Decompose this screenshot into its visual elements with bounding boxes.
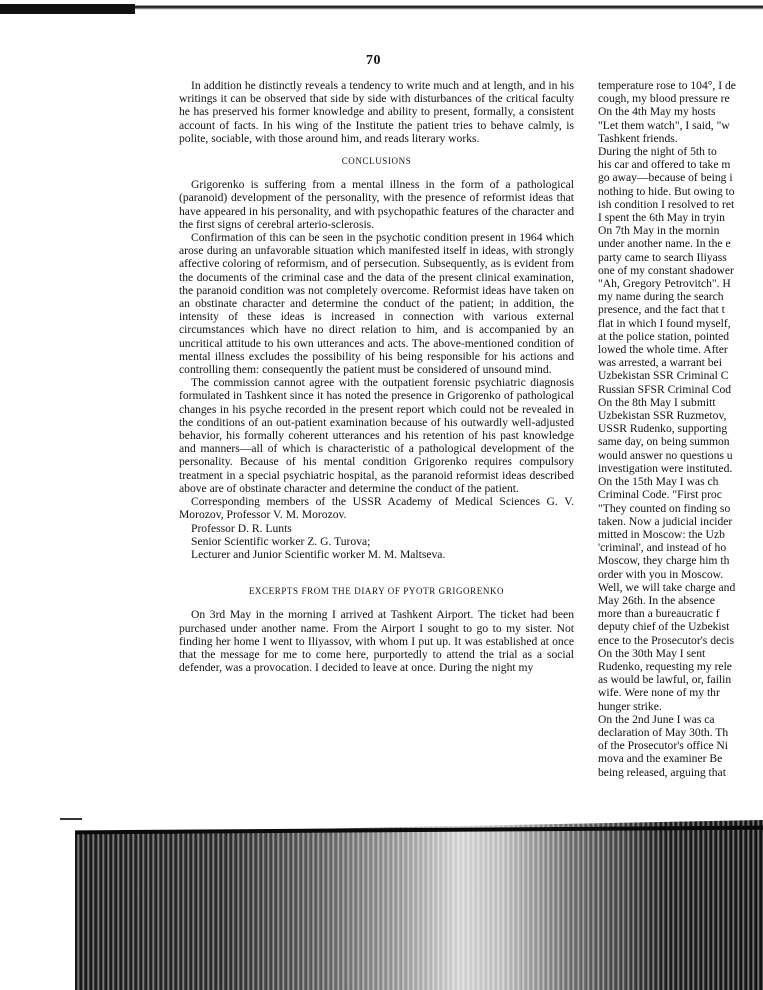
right-column-line: more than a bureaucratic f xyxy=(598,607,720,621)
right-column-line: go away—because of being i xyxy=(598,171,733,185)
right-column-line: I spent the 6th May in tryin xyxy=(598,211,725,225)
conclusions-heading: CONCLUSIONS xyxy=(341,156,412,167)
right-column-line: deputy chief of the Uzbekist xyxy=(598,620,730,634)
right-column-line: would answer no questions u xyxy=(598,448,733,462)
right-column xyxy=(598,79,763,779)
right-column-line: investigation were instituted. xyxy=(598,461,733,475)
right-column-line: cough, my blood pressure re xyxy=(598,92,730,106)
right-column-line: hunger strike. xyxy=(598,699,662,713)
right-column-line: wife. Were none of my thr xyxy=(598,686,720,700)
right-column-line: ish condition I resolved to ret xyxy=(598,197,735,211)
right-column-line: was arrested, a warrant bei xyxy=(598,356,722,370)
right-column-line: my name during the search xyxy=(598,290,724,304)
right-column-line: "Ah, Gregory Petrovitch". H xyxy=(598,277,731,291)
signatory-3: Senior Scientific worker Z. G. Turova; xyxy=(191,534,371,548)
right-column-line: "Let them watch", I said, "w xyxy=(598,118,730,132)
right-column-line: On the 4th May my hosts xyxy=(598,105,716,119)
right-column-line: May 26th. In the absence xyxy=(598,593,715,607)
right-column-line: of the Prosecutor's office Ni xyxy=(598,739,729,753)
right-column-line: Russian SFSR Criminal Cod xyxy=(598,382,732,396)
diary-paragraph-1: On 3rd May in the morning I arrived at Tashkent Airport. The ticket had been purchased under another name. From the Airport I sought to go to my sister. Not finding her home I went to Iliyassov, with whom I put up. It was established at once that the message for me to come here, purportedly to attend the trial as a social defender, was a provocation. I decided to leave at once. During the night my xyxy=(179,608,574,675)
right-column-line: same day, on being summon xyxy=(598,435,730,449)
right-column-line: ence to the Prosecutor's decis xyxy=(598,633,735,647)
scan-dark-band xyxy=(75,820,763,990)
conclusion-paragraph-1: Grigorenko is suffering from a mental illness in the form of a pathological (paranoid) development of the personality, with the presence of reformist ideas that have appeared in his personality, and with psychopathic features of the character and the first signs of cerebral arterio-sclerosis. xyxy=(179,178,574,231)
diary-heading: EXCERPTS FROM THE DIARY OF PYOTR GRIGORENKO xyxy=(248,586,505,597)
right-column-line: nothing to hide. But owing to xyxy=(598,184,735,198)
signatory-1: Corresponding members of the USSR Academy of Medical Sciences G. V. Morozov, Professor V. M. Morozov. xyxy=(179,495,574,522)
right-column-line: During the night of 5th to xyxy=(598,145,717,159)
right-column-line: Tashkent friends. xyxy=(598,131,678,145)
right-column-line: mitted in Moscow: the Uzb xyxy=(598,527,725,541)
right-column-line: On 7th May in the mornin xyxy=(598,224,720,238)
page-number: 70 xyxy=(366,53,381,68)
conclusion-paragraph-3: The commission cannot agree with the outpatient forensic psychiatric diagnosis formulated in Tashkent since it has noted the presence in Grigorenko of pathological changes in his psyche recorded in the present report which could not be revealed in the conditions of an out-patient examination because of his outwardly well-adjusted behavior, his formally coherent utterances and his retention of his past knowledge and manners—all of which is characteristic of a pathological development of the personality. Because of his mental condition Grigorenko requires compulsory treatment in a special psychiatric hospital, as the paranoid reformist ideas described above are of obstinate character and determine the conduct of the patient. xyxy=(179,376,574,495)
right-column-line: declaration of May 30th. Th xyxy=(598,725,729,739)
right-column-line: Moscow, they charge him th xyxy=(598,554,730,568)
signatory-4: Lecturer and Junior Scientific worker M. M. Maltseva. xyxy=(191,547,446,561)
right-column-line: On the 2nd June I was ca xyxy=(598,712,715,726)
right-column-line: lowed the whole time. After xyxy=(598,343,728,357)
right-column-line: mova and the examiner Be xyxy=(598,752,723,766)
right-column-line: On the 15th May I was ch xyxy=(598,475,719,489)
conclusion-paragraph-2: Confirmation of this can be seen in the psychotic condition present in 1964 which arose during an unfavorable situation which manifested itself in ideas, with strongly affective coloring of reformism, and of persecution. Subsequently, as is evident from the documents of the criminal case and the data of the present clinical examination, the paranoid condition was not completely overcome. Reformist ideas have taken on an obstinate character and determine the conduct of the patient; in addition, the intensity of these ideas is increased in connection with various external circumstances which have no direct relation to him, and is accompanied by an uncritical attitude to his own utterances and acts. The above-mentioned condition of mental illness excludes the possibility of his being responsible for his actions and controlling them: consequently the patient must be considered of unsound mind. xyxy=(179,231,574,377)
right-column-line: presence, and the fact that t xyxy=(598,303,725,317)
right-column-line: at the police station, pointed xyxy=(598,329,730,343)
right-column-line: his car and offered to take m xyxy=(598,158,731,172)
left-column xyxy=(179,79,574,674)
right-column-line: Rudenko, requesting my rele xyxy=(598,659,732,673)
right-column-line: On the 8th May I submitt xyxy=(598,395,716,409)
right-column-line: "They counted on finding so xyxy=(598,501,731,515)
scan-top-shadow xyxy=(0,4,135,14)
right-column-line: taken. Now a judicial incider xyxy=(598,514,733,528)
right-column-line: under another name. In the e xyxy=(598,237,731,251)
right-column-line: USSR Rudenko, supporting xyxy=(598,422,728,436)
right-column-line: Uzbekistan SSR Ruzmetov, xyxy=(598,409,727,423)
scan-smudge xyxy=(60,818,82,820)
right-column-line: one of my constant shadower xyxy=(598,263,734,277)
signatory-2: Professor D. R. Lunts xyxy=(191,521,292,535)
right-column-line: flat in which I found myself, xyxy=(598,316,731,330)
right-column-line: On the 30th May I sent xyxy=(598,646,706,660)
right-column-line: as would be lawful, or, failin xyxy=(598,673,732,687)
right-column-line: being released, arguing that xyxy=(598,765,726,779)
right-column-line: order with you in Moscow. xyxy=(598,567,724,581)
right-column-line: Uzbekistan SSR Criminal C xyxy=(598,369,729,383)
right-column-line: 'criminal', and instead of ho xyxy=(598,541,727,555)
right-column-line: party came to search Iliyass xyxy=(598,250,727,264)
intro-paragraph: In addition he distinctly reveals a tendency to write much and at length, and in his writings it can be observed that side by side with disturbances of the critical faculty he has preserved his former knowledge and ability to present, formally, a consistent account of facts. In his wing of the Institute the patient tries to behave calmly, is polite, sociable, with those around him, and reads literary works. xyxy=(179,79,574,145)
right-column-line: Well, we will take charge and xyxy=(598,580,736,594)
right-column-line: temperature rose to 104°, I de xyxy=(598,79,736,92)
right-column-line: Criminal Code. "First proc xyxy=(598,488,722,502)
